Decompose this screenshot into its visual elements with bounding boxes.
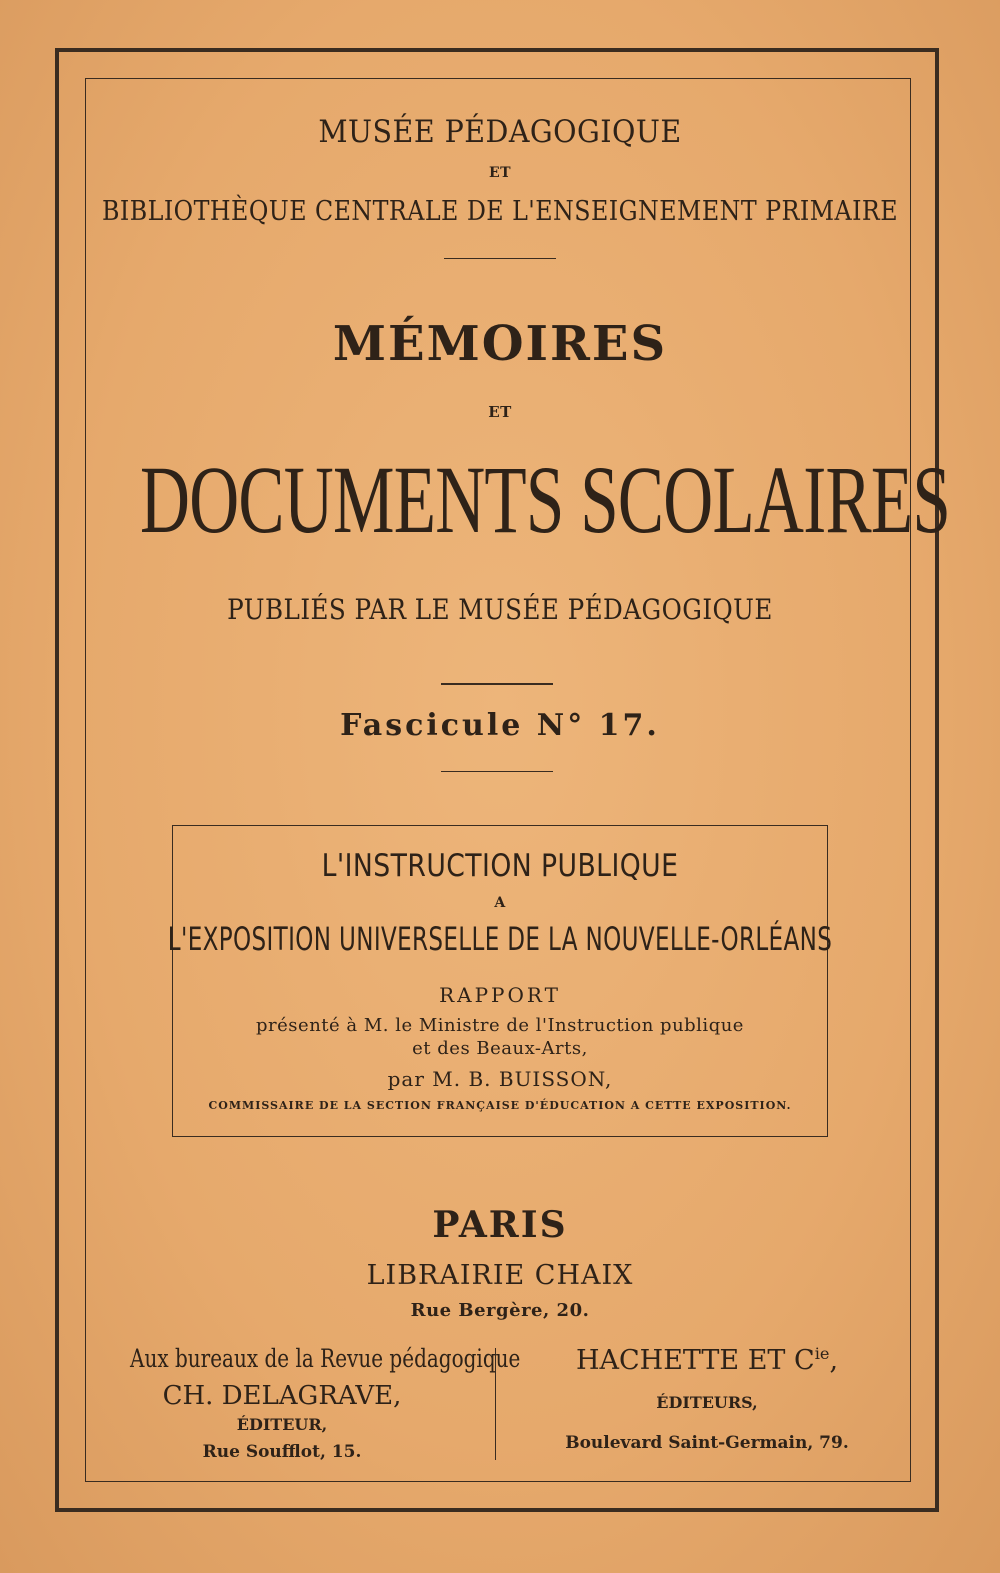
- right-imprint-address: Boulevard Saint-Germain, 79.: [565, 1433, 849, 1453]
- institution-line-2: BIBLIOTHÈQUE CENTRALE DE L'ENSEIGNEMENT PRIMAIRE: [101, 196, 899, 227]
- institution-line-1: MUSÉE PÉDAGOGIQUE: [318, 114, 682, 150]
- divider-rule: [441, 683, 553, 685]
- title-conjunction: ET: [488, 403, 512, 421]
- right-imprint-name: [514, 1344, 900, 1376]
- right-imprint-name-sup: ie: [814, 1344, 830, 1363]
- divider-rule: [444, 258, 556, 259]
- report-title-line-1: L'INSTRUCTION PUBLIQUE: [321, 848, 679, 884]
- left-imprint-role: ÉDITEUR,: [236, 1415, 328, 1434]
- memoires-heading: MÉMOIRES: [332, 316, 668, 372]
- main-title: DOCUMENTS SCOLAIRES: [140, 446, 951, 553]
- fascicule-number: Fascicule N° 17.: [340, 708, 660, 743]
- right-imprint-name-suffix: ,: [829, 1345, 839, 1376]
- publisher-city: PARIS: [432, 1204, 568, 1246]
- report-label: RAPPORT: [439, 983, 561, 1007]
- left-imprint-address: Rue Soufflot, 15.: [202, 1442, 362, 1462]
- report-presented-1: présenté à M. le Ministre de l'Instruction publique: [256, 1015, 744, 1036]
- left-imprint-name: CH. DELAGRAVE,: [162, 1381, 402, 1411]
- divider-rule: [441, 771, 553, 772]
- report-author-role: COMMISSAIRE DE LA SECTION FRANÇAISE D'ÉDUCATION A CETTE EXPOSITION.: [208, 1099, 792, 1112]
- imprint-divider: [495, 1348, 496, 1460]
- institution-conjunction: ET: [488, 165, 512, 181]
- right-imprint-role: ÉDITEURS,: [656, 1393, 758, 1412]
- published-by: PUBLIÉS PAR LE MUSÉE PÉDAGOGIQUE: [227, 593, 773, 626]
- right-imprint-name-text: HACHETTE ET C: [575, 1345, 815, 1376]
- report-author: par M. B. BUISSON,: [387, 1067, 613, 1091]
- report-title-line-3: L'EXPOSITION UNIVERSELLE DE LA NOUVELLE-ORLÉANS: [167, 920, 833, 958]
- publisher-name: LIBRAIRIE CHAIX: [366, 1260, 634, 1291]
- left-imprint-line: Aux bureaux de la Revue pédagogique: [130, 1344, 521, 1373]
- publisher-address: Rue Bergère, 20.: [410, 1300, 590, 1321]
- report-presented-2: et des Beaux-Arts,: [412, 1038, 588, 1059]
- report-title-line-2: A: [494, 895, 506, 911]
